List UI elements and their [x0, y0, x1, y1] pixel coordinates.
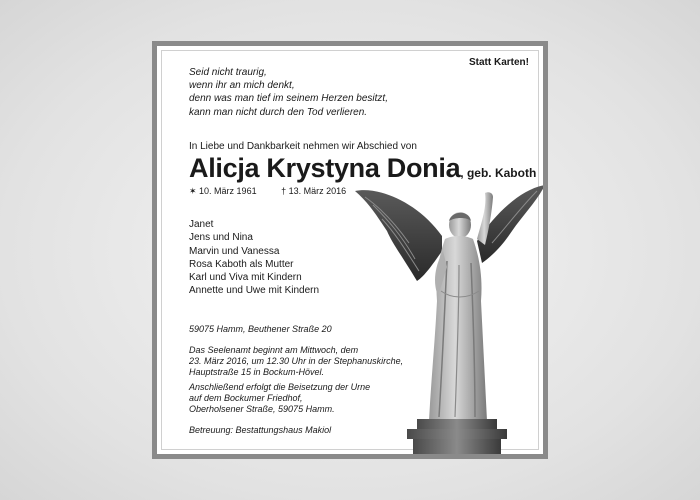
poem-line: Seid nicht traurig,	[189, 67, 267, 78]
service-line: Das Seelenamt beginnt am Mittwoch, dem	[189, 345, 359, 355]
burial-line: auf dem Bockumer Friedhof,	[189, 393, 303, 403]
birth-date: ✶ 10. März 1961	[189, 186, 257, 196]
burial-line: Anschließend erfolgt die Beisetzung der Urne	[189, 382, 371, 392]
service-line: 23. März 2016, um 12.30 Uhr in der Stephanuskirche,	[189, 356, 404, 366]
mourner: Rosa Kaboth als Mutter	[189, 258, 294, 270]
service-line: Hauptstraße 15 in Bockum-Hövel.	[189, 367, 325, 377]
funeral-home: Betreuung: Bestattungshaus Makiol	[189, 425, 332, 435]
poem-line: wenn ihr an mich denkt,	[189, 80, 295, 92]
angel-statue-icon	[347, 181, 547, 459]
poem-line: denn was man tief im seinem Herzen besitzt,	[189, 93, 388, 105]
mourner: Karl und Viva mit Kindern	[189, 272, 302, 284]
family-address: 59075 Hamm, Beuthener Straße 20	[189, 324, 332, 334]
birth-name: , geb. Kaboth	[460, 166, 537, 180]
mourner: Annette und Uwe mit Kindern	[189, 285, 320, 297]
mourners-list	[189, 218, 319, 298]
burial-line: Oberholsener Straße, 59075 Hamm.	[189, 404, 335, 414]
deceased-full-name: Alicja Krystyna Donia	[189, 153, 461, 183]
death-date: † 13. März 2016	[281, 186, 347, 196]
mourner: Marvin und Vanessa	[189, 245, 280, 257]
life-dates	[189, 186, 368, 197]
deceased-name	[189, 153, 536, 184]
farewell-intro: In Liebe und Dankbarkeit nehmen wir Abschied von	[189, 141, 417, 152]
poem	[189, 66, 388, 119]
mourner: Janet	[189, 219, 214, 230]
mourner: Jens und Nina	[189, 232, 253, 244]
obituary-card	[152, 41, 548, 459]
poem-line: kann man nicht durch den Tod verlieren.	[189, 106, 368, 118]
statt-karten-label: Statt Karten!	[468, 57, 529, 68]
